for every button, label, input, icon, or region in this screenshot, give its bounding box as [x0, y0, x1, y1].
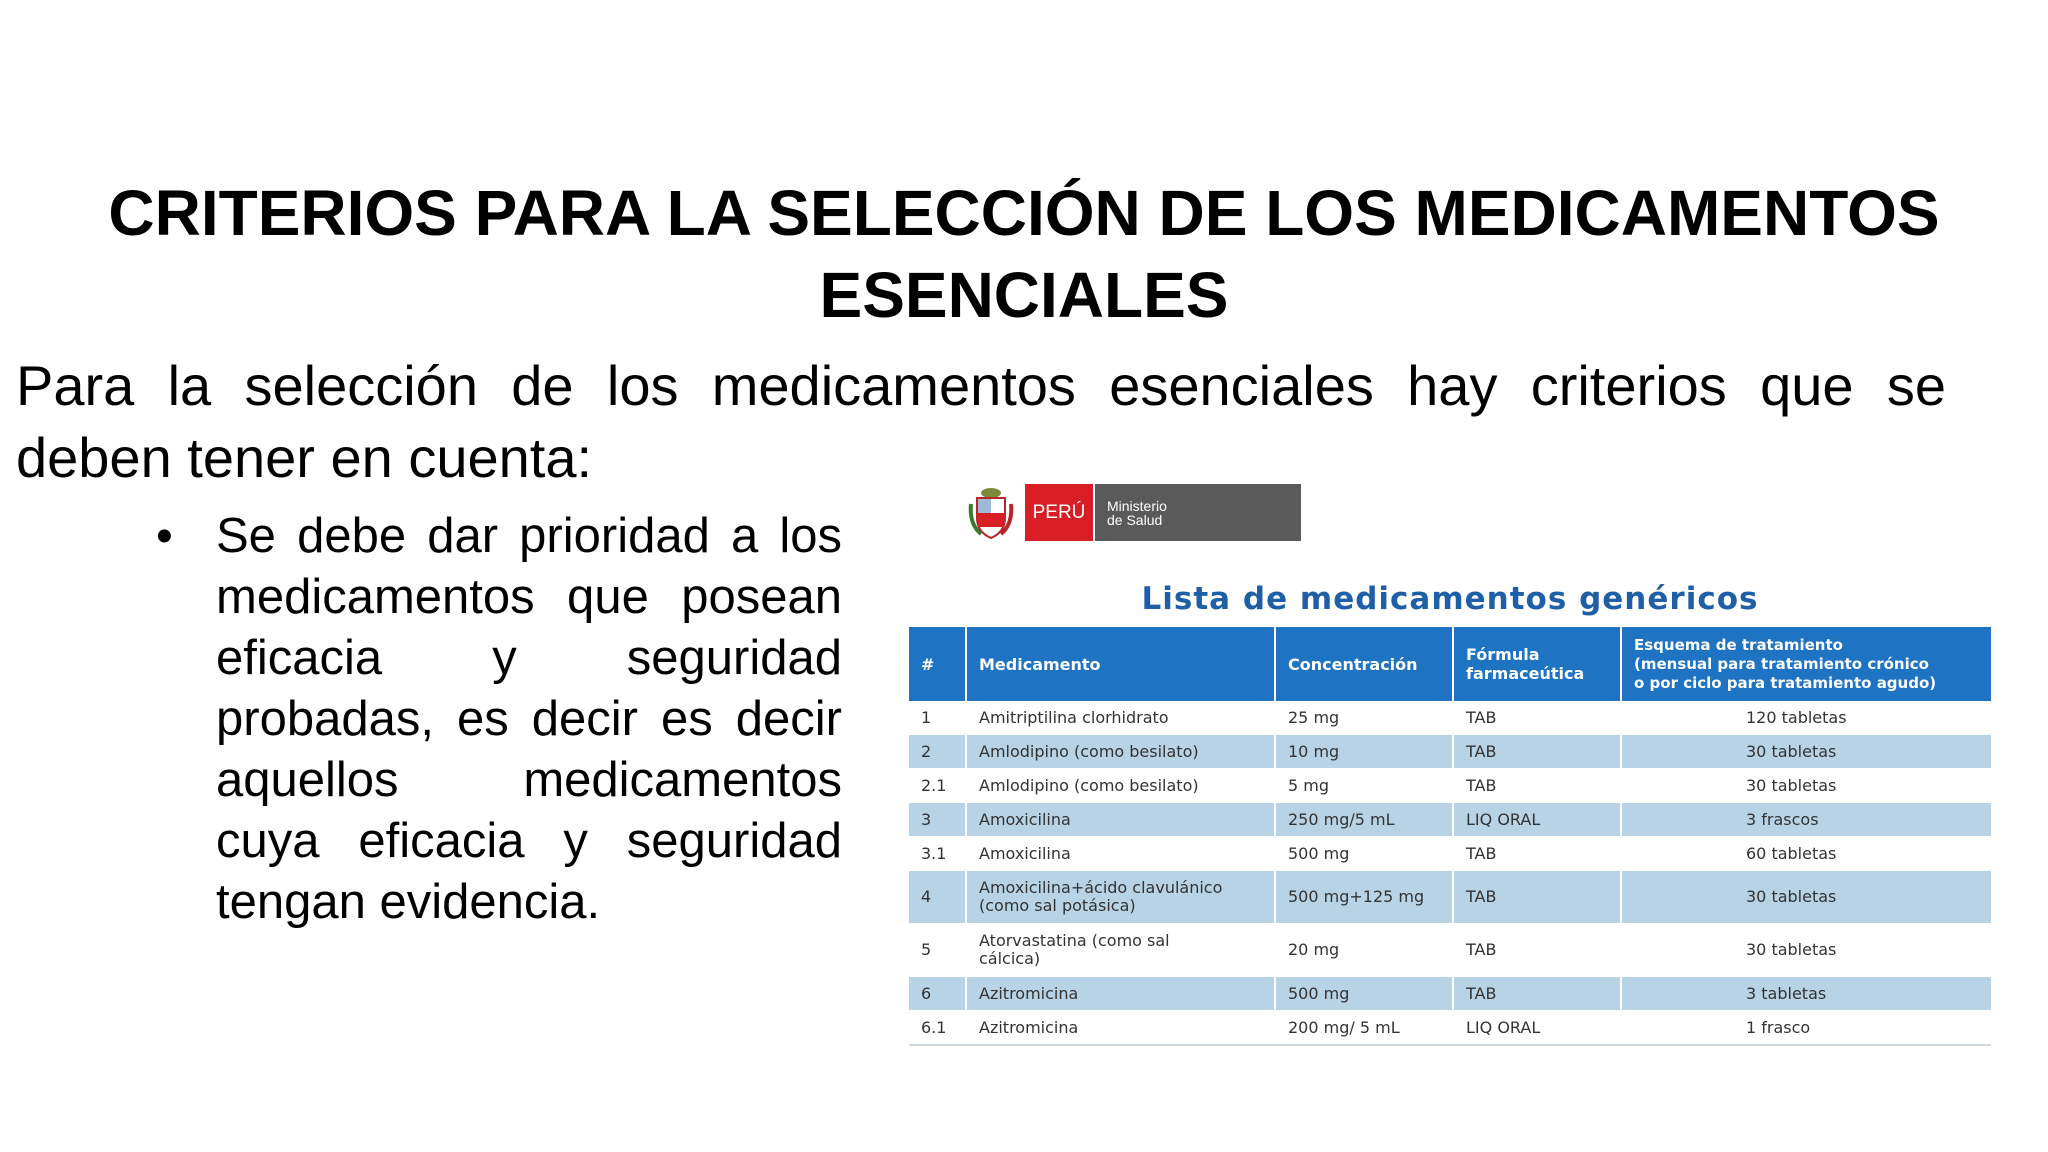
header-formula-line-2: farmaceútica: [1466, 664, 1585, 683]
cell-esquema: 1 frasco: [1621, 1011, 1991, 1046]
header-esquema-line-3: o por ciclo para tratamiento agudo): [1634, 673, 1937, 692]
table-row: [909, 977, 1991, 1011]
cell-num: 3.1: [909, 837, 966, 871]
bullet-line: medicamentos que posean: [216, 570, 842, 624]
cell-esquema: 30 tabletas: [1621, 735, 1991, 769]
header-esquema: [1621, 627, 1991, 701]
cell-num: 2: [909, 735, 966, 769]
table-row: [909, 837, 1991, 871]
header-formula: [1453, 627, 1621, 701]
cell-concentracion: 500 mg: [1275, 977, 1453, 1011]
slide-title: [0, 172, 2048, 336]
cell-formula: TAB: [1453, 871, 1621, 924]
intro-paragraph: [16, 350, 1946, 494]
slide-title-line-1: CRITERIOS PARA LA SELECCIÓN DE LOS MEDICAMENTOS: [108, 177, 1940, 249]
table-row: [909, 769, 1991, 803]
ministry-label: [1093, 484, 1301, 541]
cell-num: 2.1: [909, 769, 966, 803]
table-row: [909, 701, 1991, 735]
bullet-line: cuya eficacia y seguridad: [216, 814, 842, 868]
table-row: [909, 1011, 1991, 1046]
cell-concentracion: 20 mg: [1275, 924, 1453, 977]
ministry-line-1: Ministerio: [1107, 497, 1167, 514]
bullet-line: tengan evidencia.: [216, 875, 601, 929]
bullet-line: Se debe dar prioridad a los: [216, 509, 842, 563]
peru-coat-of-arms-icon: [967, 484, 1015, 541]
header-formula-line-1: Fórmula: [1466, 645, 1540, 664]
cell-formula: TAB: [1453, 924, 1621, 977]
cell-medicamento-line-2: cálcica): [979, 949, 1041, 968]
bullet-text: [216, 506, 842, 933]
cell-medicamento-line-1: Atorvastatina (como sal: [979, 931, 1170, 950]
table-row: [909, 735, 1991, 769]
cell-num: 5: [909, 924, 966, 977]
medicines-table: [909, 627, 1991, 1046]
cell-concentracion: 250 mg/5 mL: [1275, 803, 1453, 837]
generic-medicines-figure: [905, 475, 1995, 1050]
ministry-line-2: de Salud: [1107, 511, 1163, 528]
cell-esquema: 30 tabletas: [1621, 871, 1991, 924]
list-title: Lista de medicamentos genéricos: [1141, 581, 1759, 617]
header-esquema-line-2: (mensual para tratamiento crónico: [1634, 654, 1929, 673]
table-row: [909, 924, 1991, 977]
cell-esquema: 30 tabletas: [1621, 769, 1991, 803]
cell-esquema: 120 tabletas: [1621, 701, 1991, 735]
cell-concentracion: 25 mg: [1275, 701, 1453, 735]
cell-num: 3: [909, 803, 966, 837]
cell-num: 6: [909, 977, 966, 1011]
cell-num: 4: [909, 871, 966, 924]
table-row: [909, 803, 1991, 837]
cell-medicamento: [966, 871, 1275, 924]
table-row: [909, 871, 1991, 924]
cell-medicamento: Amoxicilina: [966, 837, 1275, 871]
intro-line-2: deben tener en cuenta:: [16, 426, 593, 489]
cell-medicamento: [966, 924, 1275, 977]
header-num: #: [909, 627, 966, 701]
table-header-row: [909, 627, 1991, 701]
bullet-line: probadas, es decir es decir: [216, 692, 842, 746]
cell-formula: LIQ ORAL: [1453, 803, 1621, 837]
bullet-line: eficacia y seguridad: [216, 631, 842, 685]
cell-formula: TAB: [1453, 977, 1621, 1011]
cell-medicamento-line-2: (como sal potásica): [979, 896, 1136, 915]
cell-esquema: 3 frascos: [1621, 803, 1991, 837]
header-medicamento: Medicamento: [966, 627, 1275, 701]
cell-medicamento: Amitriptilina clorhidrato: [966, 701, 1275, 735]
cell-formula: TAB: [1453, 837, 1621, 871]
cell-esquema: 60 tabletas: [1621, 837, 1991, 871]
cell-medicamento: Amoxicilina: [966, 803, 1275, 837]
cell-formula: TAB: [1453, 769, 1621, 803]
intro-line-1: Para la selección de los medicamentos esenciales hay criterios que se: [16, 354, 1946, 417]
cell-concentracion: 5 mg: [1275, 769, 1453, 803]
bullet-line: aquellos medicamentos: [216, 753, 842, 807]
header-concentracion: Concentración: [1275, 627, 1453, 701]
cell-formula: TAB: [1453, 735, 1621, 769]
cell-medicamento: Amlodipino (como besilato): [966, 769, 1275, 803]
bullet-marker: •: [156, 510, 173, 563]
cell-esquema: 30 tabletas: [1621, 924, 1991, 977]
cell-formula: TAB: [1453, 701, 1621, 735]
cell-formula: LIQ ORAL: [1453, 1011, 1621, 1046]
cell-concentracion: 500 mg: [1275, 837, 1453, 871]
header-esquema-line-1: Esquema de tratamiento: [1634, 635, 1843, 654]
cell-medicamento-line-1: Amoxicilina+ácido clavulánico: [979, 878, 1223, 897]
cell-num: 6.1: [909, 1011, 966, 1046]
cell-esquema: 3 tabletas: [1621, 977, 1991, 1011]
peru-label: PERÚ: [1025, 484, 1093, 541]
cell-concentracion: 10 mg: [1275, 735, 1453, 769]
slide-title-line-2: ESENCIALES: [819, 259, 1229, 331]
minsa-logo: [967, 484, 1301, 541]
cell-medicamento: Azitromicina: [966, 977, 1275, 1011]
cell-concentracion: 500 mg+125 mg: [1275, 871, 1453, 924]
cell-medicamento: Azitromicina: [966, 1011, 1275, 1046]
cell-medicamento: Amlodipino (como besilato): [966, 735, 1275, 769]
cell-concentracion: 200 mg/ 5 mL: [1275, 1011, 1453, 1046]
cell-num: 1: [909, 701, 966, 735]
